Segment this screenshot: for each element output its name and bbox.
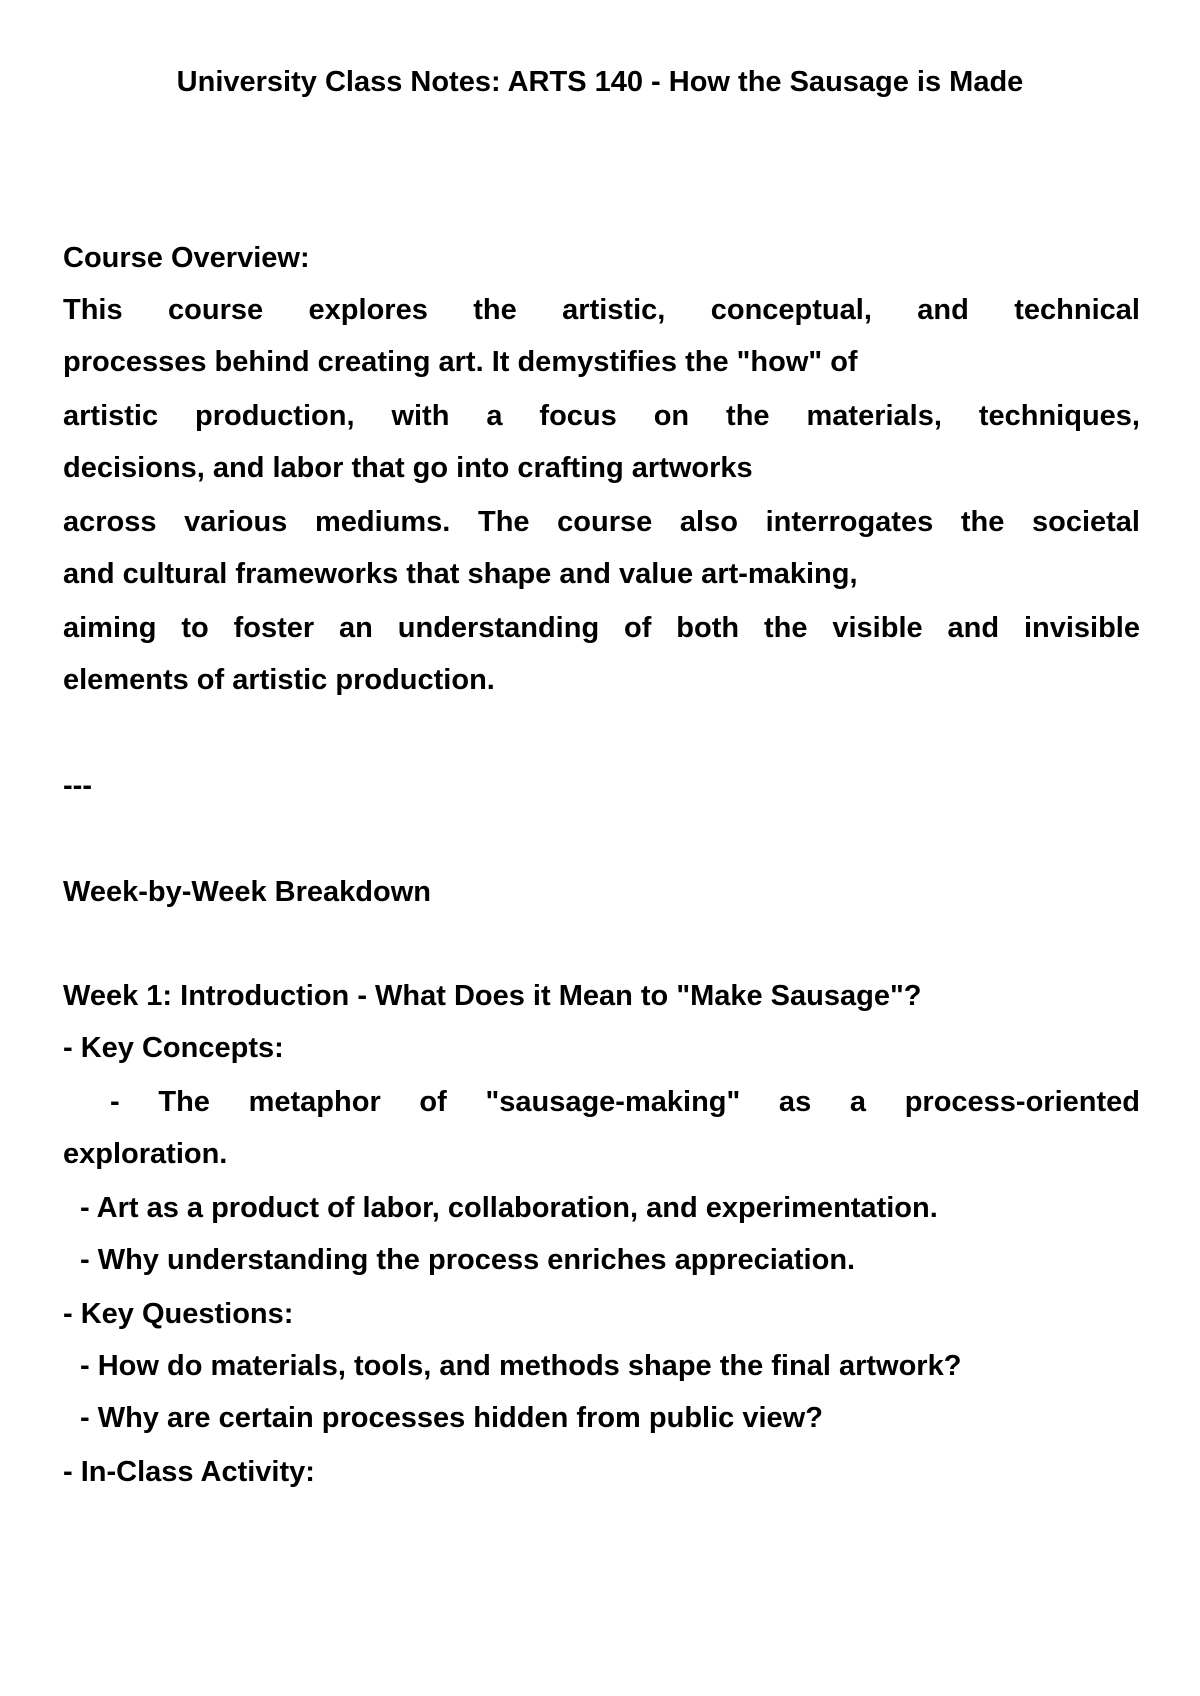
concept-item-continued: exploration. — [63, 1138, 228, 1170]
breakdown-heading: Week-by-Week Breakdown — [63, 876, 431, 908]
question-item: - Why are certain processes hidden from public view? — [80, 1402, 823, 1434]
week-1-heading: Week 1: Introduction - What Does it Mean to "Make Sausage"? — [63, 980, 922, 1012]
concept-item: - The metaphor of "sausage-making" as a process-oriented — [110, 1086, 1140, 1118]
question-item: - How do materials, tools, and methods shape the final artwork? — [80, 1350, 962, 1382]
overview-line: and cultural frameworks that shape and value art-making, — [63, 558, 858, 590]
key-questions-label: - Key Questions: — [63, 1298, 294, 1330]
overview-line: processes behind creating art. It demystifies the "how" of — [63, 346, 858, 378]
page-title: University Class Notes: ARTS 140 - How the Sausage is Made — [176, 66, 1024, 98]
concept-item: - Why understanding the process enriches appreciation. — [80, 1244, 856, 1276]
overview-line: artistic production, with a focus on the materials, techniques, — [63, 400, 1140, 432]
overview-line: across various mediums. The course also interrogates the societal — [63, 506, 1140, 538]
overview-line: elements of artistic production. — [63, 664, 495, 696]
in-class-activity-label: - In-Class Activity: — [63, 1456, 315, 1488]
overview-line: aiming to foster an understanding of both the visible and invisible — [63, 612, 1140, 644]
overview-line: decisions, and labor that go into crafting artworks — [63, 452, 753, 484]
overview-heading: Course Overview: — [63, 242, 310, 274]
key-concepts-label: - Key Concepts: — [63, 1032, 284, 1064]
section-separator: --- — [63, 770, 92, 802]
overview-line: This course explores the artistic, conceptual, and technical — [63, 294, 1140, 326]
concept-item: - Art as a product of labor, collaboration, and experimentation. — [80, 1192, 938, 1224]
